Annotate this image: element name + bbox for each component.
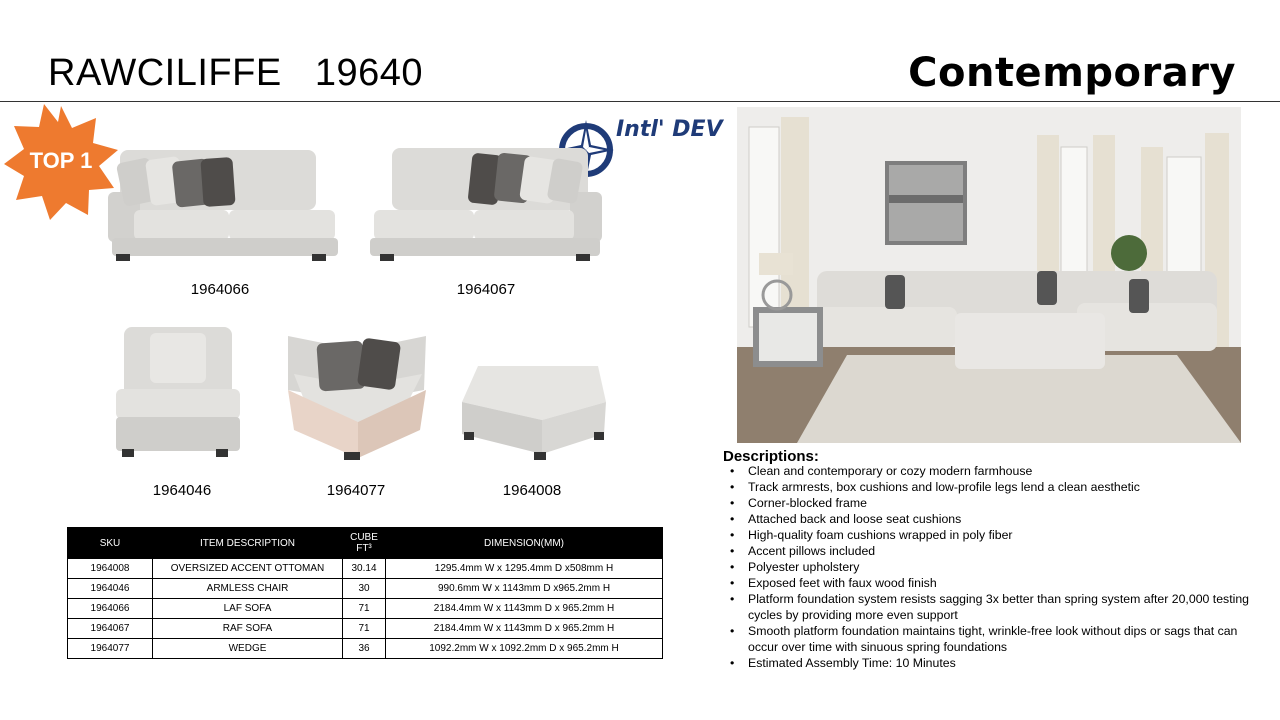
table-row [68,619,663,639]
product-caption: 1964077 [326,482,386,499]
cell-sku: 1964046 [68,579,153,599]
description-item: • Smooth platform foundation maintains tight, wrinkle-free look without dips or sags that can occur over time with sinuous spring foundations [730,623,1260,655]
col-header-description: ITEM DESCRIPTION [153,528,343,559]
description-item: • Estimated Assembly Time: 10 Minutes [730,655,1260,671]
table-row [68,639,663,659]
descriptions-list [730,463,1260,671]
description-item: • Exposed feet with faux wood finish [730,575,1260,591]
description-item: • Attached back and loose seat cushions [730,511,1260,527]
cell-dimension: 2184.4mm W x 1143mm D x 965.2mm H [386,599,663,619]
description-item: • Corner-blocked frame [730,495,1260,511]
table-row [68,579,663,599]
cell-sku: 1964067 [68,619,153,639]
description-item: • High-quality foam cushions wrapped in poly fiber [730,527,1260,543]
description-item: • Platform foundation system resists sagging 3x better than spring system after 20,000 testing cycles by providing more even support [730,591,1260,623]
cell-cube: 30.14 [343,559,386,579]
cell-dimension: 1092.2mm W x 1092.2mm D x 965.2mm H [386,639,663,659]
product-image-1964008 [458,362,608,462]
product-image-1964077 [284,330,430,462]
top-badge [2,104,120,222]
table-row [68,559,663,579]
cell-dimension: 1295.4mm W x 1295.4mm D x508mm H [386,559,663,579]
cell-cube: 71 [343,599,386,619]
spec-table [67,527,663,659]
cell-dimension: 2184.4mm W x 1143mm D x 965.2mm H [386,619,663,639]
product-caption: 1964046 [152,482,212,499]
top-badge-label: TOP 1 [29,148,93,173]
cell-sku: 1964066 [68,599,153,619]
product-image-1964066 [104,140,344,265]
col-header-dimension: DIMENSION(MM) [386,528,663,559]
page-title: RAWCILIFFE 19640 [48,52,424,94]
cell-cube: 71 [343,619,386,639]
col-header-cube [343,528,386,559]
product-caption: 1964067 [456,281,516,298]
descriptions-title: Descriptions: [723,448,819,465]
style-label: Contemporary [908,50,1236,96]
room-scene-image [737,107,1241,443]
cell-cube: 36 [343,639,386,659]
cell-sku: 1964077 [68,639,153,659]
col-header-sku: SKU [68,528,153,559]
col-header-cube-line1: CUBE [350,532,378,543]
cell-description: OVERSIZED ACCENT OTTOMAN [153,559,343,579]
cell-sku: 1964008 [68,559,153,579]
cell-dimension: 990.6mm W x 1143mm D x965.2mm H [386,579,663,599]
description-item: • Track armrests, box cushions and low-profile legs lend a clean aesthetic [730,479,1260,495]
col-header-cube-line2: FT³ [356,543,372,554]
description-item: • Clean and contemporary or cozy modern farmhouse [730,463,1260,479]
cell-description: WEDGE [153,639,343,659]
table-row [68,599,663,619]
cell-description: LAF SOFA [153,599,343,619]
brand-name: Intl' DEV [616,117,723,142]
product-caption: 1964066 [190,281,250,298]
description-item: • Polyester upholstery [730,559,1260,575]
cell-description: RAF SOFA [153,619,343,639]
product-caption: 1964008 [502,482,562,499]
header-divider [0,101,1280,102]
cell-cube: 30 [343,579,386,599]
product-image-1964067 [366,140,606,265]
table-header-row [68,528,663,559]
product-image-1964046 [110,325,246,460]
cell-description: ARMLESS CHAIR [153,579,343,599]
description-item: • Accent pillows included [730,543,1260,559]
